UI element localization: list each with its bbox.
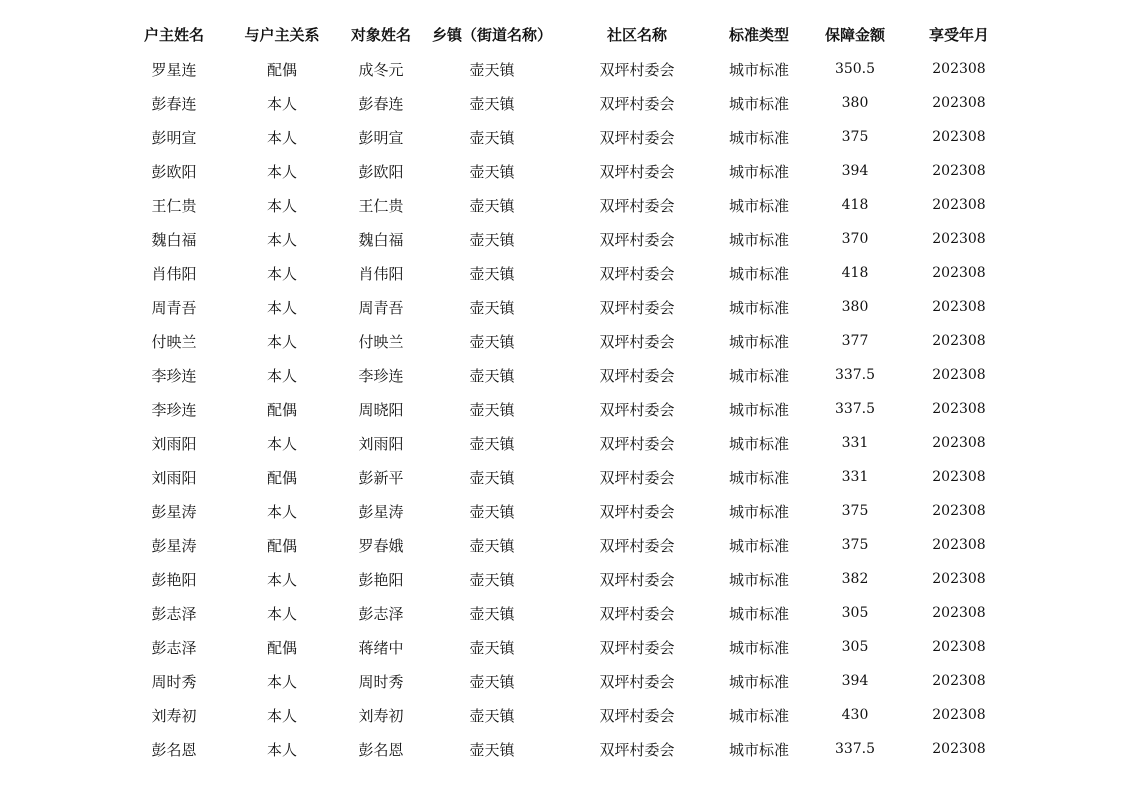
cell-relation-to-head: 配偶 — [266, 400, 297, 419]
cell-relation-to-head: 本人 — [266, 366, 297, 385]
cell-recipient-name: 周青吾 — [358, 298, 404, 317]
table-row — [120, 698, 1010, 732]
column-header-benefit-amount: 保障金额 — [824, 26, 885, 44]
cell-recipient-name: 彭春连 — [358, 94, 404, 113]
cell-township: 壶天镇 — [469, 94, 515, 113]
cell-benefit-month: 202308 — [932, 639, 986, 655]
cell-standard-type: 城市标准 — [728, 604, 789, 623]
cell-community-name: 双坪村委会 — [599, 264, 675, 283]
table-row — [120, 528, 1010, 562]
table-row — [120, 562, 1010, 596]
table-row — [120, 188, 1010, 222]
cell-standard-type: 城市标准 — [728, 332, 789, 351]
cell-benefit-amount: 370 — [841, 231, 869, 247]
cell-community-name: 双坪村委会 — [599, 400, 675, 419]
cell-benefit-month: 202308 — [932, 367, 986, 383]
cell-household-head-name: 刘雨阳 — [151, 434, 197, 453]
cell-recipient-name: 彭名恩 — [358, 740, 404, 759]
cell-community-name: 双坪村委会 — [599, 740, 675, 759]
column-header-relation-to-head: 与户主关系 — [244, 26, 320, 44]
cell-household-head-name: 罗星连 — [151, 60, 197, 79]
cell-relation-to-head: 本人 — [266, 434, 297, 453]
cell-standard-type: 城市标准 — [728, 366, 789, 385]
cell-benefit-amount: 305 — [841, 605, 869, 621]
cell-household-head-name: 彭志泽 — [151, 604, 197, 623]
cell-benefit-month: 202308 — [932, 95, 986, 111]
cell-standard-type: 城市标准 — [728, 502, 789, 521]
cell-recipient-name: 刘雨阳 — [358, 434, 404, 453]
cell-benefit-month: 202308 — [932, 299, 986, 315]
table-body — [120, 52, 1010, 766]
cell-benefit-amount: 350.5 — [834, 61, 876, 77]
table-row — [120, 222, 1010, 256]
cell-benefit-month: 202308 — [932, 401, 986, 417]
cell-benefit-month: 202308 — [932, 537, 986, 553]
cell-community-name: 双坪村委会 — [599, 468, 675, 487]
cell-recipient-name: 周时秀 — [358, 672, 404, 691]
cell-relation-to-head: 本人 — [266, 94, 297, 113]
cell-standard-type: 城市标准 — [728, 128, 789, 147]
cell-relation-to-head: 配偶 — [266, 536, 297, 555]
cell-township: 壶天镇 — [469, 128, 515, 147]
cell-community-name: 双坪村委会 — [599, 706, 675, 725]
cell-benefit-amount: 394 — [841, 163, 869, 179]
cell-standard-type: 城市标准 — [728, 60, 789, 79]
cell-benefit-month: 202308 — [932, 707, 986, 723]
table-row — [120, 256, 1010, 290]
cell-township: 壶天镇 — [469, 264, 515, 283]
cell-recipient-name: 刘寿初 — [358, 706, 404, 725]
cell-household-head-name: 王仁贵 — [151, 196, 197, 215]
cell-township: 壶天镇 — [469, 332, 515, 351]
cell-benefit-amount: 375 — [841, 503, 869, 519]
cell-relation-to-head: 本人 — [266, 162, 297, 181]
cell-benefit-amount: 375 — [841, 129, 869, 145]
table-row — [120, 460, 1010, 494]
table-row — [120, 494, 1010, 528]
cell-township: 壶天镇 — [469, 468, 515, 487]
cell-township: 壶天镇 — [469, 672, 515, 691]
cell-community-name: 双坪村委会 — [599, 570, 675, 589]
cell-household-head-name: 李珍连 — [151, 366, 197, 385]
cell-recipient-name: 彭明宣 — [358, 128, 404, 147]
cell-recipient-name: 彭欧阳 — [358, 162, 404, 181]
cell-benefit-month: 202308 — [932, 673, 986, 689]
cell-standard-type: 城市标准 — [728, 468, 789, 487]
cell-township: 壶天镇 — [469, 740, 515, 759]
cell-benefit-month: 202308 — [932, 605, 986, 621]
cell-township: 壶天镇 — [469, 60, 515, 79]
cell-benefit-month: 202308 — [932, 265, 986, 281]
table-row — [120, 392, 1010, 426]
cell-standard-type: 城市标准 — [728, 536, 789, 555]
cell-benefit-amount: 394 — [841, 673, 869, 689]
cell-recipient-name: 付映兰 — [358, 332, 404, 351]
cell-community-name: 双坪村委会 — [599, 536, 675, 555]
cell-community-name: 双坪村委会 — [599, 162, 675, 181]
cell-community-name: 双坪村委会 — [599, 604, 675, 623]
cell-recipient-name: 彭新平 — [358, 468, 404, 487]
cell-benefit-amount: 377 — [841, 333, 869, 349]
cell-standard-type: 城市标准 — [728, 94, 789, 113]
cell-recipient-name: 魏白福 — [358, 230, 404, 249]
table-row — [120, 324, 1010, 358]
cell-benefit-amount: 380 — [841, 299, 869, 315]
cell-township: 壶天镇 — [469, 298, 515, 317]
cell-township: 壶天镇 — [469, 434, 515, 453]
cell-relation-to-head: 本人 — [266, 196, 297, 215]
cell-community-name: 双坪村委会 — [599, 128, 675, 147]
cell-relation-to-head: 本人 — [266, 570, 297, 589]
cell-household-head-name: 李珍连 — [151, 400, 197, 419]
cell-relation-to-head: 本人 — [266, 740, 297, 759]
cell-standard-type: 城市标准 — [728, 740, 789, 759]
cell-community-name: 双坪村委会 — [599, 366, 675, 385]
cell-benefit-amount: 331 — [841, 435, 869, 451]
cell-benefit-month: 202308 — [932, 469, 986, 485]
cell-standard-type: 城市标准 — [728, 570, 789, 589]
cell-benefit-amount: 331 — [841, 469, 869, 485]
cell-community-name: 双坪村委会 — [599, 298, 675, 317]
column-header-township: 乡镇（街道名称） — [431, 26, 552, 44]
cell-standard-type: 城市标准 — [728, 264, 789, 283]
cell-benefit-month: 202308 — [932, 231, 986, 247]
cell-relation-to-head: 本人 — [266, 706, 297, 725]
cell-household-head-name: 刘寿初 — [151, 706, 197, 725]
cell-community-name: 双坪村委会 — [599, 94, 675, 113]
cell-recipient-name: 蒋绪中 — [358, 638, 404, 657]
table-row — [120, 732, 1010, 766]
table-row — [120, 426, 1010, 460]
cell-recipient-name: 肖伟阳 — [358, 264, 404, 283]
cell-community-name: 双坪村委会 — [599, 230, 675, 249]
cell-township: 壶天镇 — [469, 196, 515, 215]
column-header-benefit-month: 享受年月 — [928, 26, 989, 44]
cell-township: 壶天镇 — [469, 536, 515, 555]
table-row — [120, 290, 1010, 324]
cell-household-head-name: 刘雨阳 — [151, 468, 197, 487]
cell-household-head-name: 彭名恩 — [151, 740, 197, 759]
cell-relation-to-head: 本人 — [266, 672, 297, 691]
cell-relation-to-head: 本人 — [266, 502, 297, 521]
cell-relation-to-head: 本人 — [266, 128, 297, 147]
assistance-table — [120, 17, 1010, 766]
table-row — [120, 86, 1010, 120]
table-row — [120, 630, 1010, 664]
cell-benefit-amount: 430 — [841, 707, 869, 723]
table-row — [120, 664, 1010, 698]
table-row — [120, 596, 1010, 630]
cell-relation-to-head: 本人 — [266, 230, 297, 249]
cell-household-head-name: 彭艳阳 — [151, 570, 197, 589]
cell-township: 壶天镇 — [469, 366, 515, 385]
cell-relation-to-head: 本人 — [266, 604, 297, 623]
cell-household-head-name: 付映兰 — [151, 332, 197, 351]
cell-standard-type: 城市标准 — [728, 434, 789, 453]
cell-standard-type: 城市标准 — [728, 162, 789, 181]
column-header-community-name: 社区名称 — [606, 26, 667, 44]
cell-household-head-name: 彭星涛 — [151, 502, 197, 521]
cell-community-name: 双坪村委会 — [599, 196, 675, 215]
cell-household-head-name: 肖伟阳 — [151, 264, 197, 283]
cell-standard-type: 城市标准 — [728, 400, 789, 419]
cell-benefit-month: 202308 — [932, 503, 986, 519]
table-header — [120, 17, 1010, 52]
cell-recipient-name: 彭星涛 — [358, 502, 404, 521]
cell-benefit-amount: 305 — [841, 639, 869, 655]
cell-standard-type: 城市标准 — [728, 672, 789, 691]
cell-township: 壶天镇 — [469, 638, 515, 657]
cell-relation-to-head: 本人 — [266, 298, 297, 317]
cell-recipient-name: 罗春娥 — [358, 536, 404, 555]
cell-standard-type: 城市标准 — [728, 196, 789, 215]
cell-benefit-month: 202308 — [932, 61, 986, 77]
cell-benefit-month: 202308 — [932, 741, 986, 757]
cell-benefit-amount: 418 — [841, 197, 869, 213]
cell-township: 壶天镇 — [469, 706, 515, 725]
cell-standard-type: 城市标准 — [728, 638, 789, 657]
cell-household-head-name: 周青吾 — [151, 298, 197, 317]
cell-benefit-amount: 337.5 — [834, 741, 876, 757]
cell-benefit-amount: 337.5 — [834, 401, 876, 417]
cell-community-name: 双坪村委会 — [599, 332, 675, 351]
header-row — [120, 17, 1010, 52]
cell-relation-to-head: 本人 — [266, 332, 297, 351]
cell-community-name: 双坪村委会 — [599, 502, 675, 521]
cell-recipient-name: 彭志泽 — [358, 604, 404, 623]
cell-recipient-name: 成冬元 — [358, 60, 404, 79]
cell-relation-to-head: 配偶 — [266, 468, 297, 487]
cell-community-name: 双坪村委会 — [599, 672, 675, 691]
column-header-standard-type: 标准类型 — [728, 26, 789, 44]
cell-township: 壶天镇 — [469, 162, 515, 181]
cell-benefit-month: 202308 — [932, 571, 986, 587]
cell-township: 壶天镇 — [469, 570, 515, 589]
table-row — [120, 52, 1010, 86]
cell-relation-to-head: 配偶 — [266, 638, 297, 657]
cell-household-head-name: 周时秀 — [151, 672, 197, 691]
cell-benefit-month: 202308 — [932, 435, 986, 451]
cell-benefit-month: 202308 — [932, 197, 986, 213]
cell-relation-to-head: 本人 — [266, 264, 297, 283]
cell-relation-to-head: 配偶 — [266, 60, 297, 79]
cell-recipient-name: 彭艳阳 — [358, 570, 404, 589]
cell-recipient-name: 李珍连 — [358, 366, 404, 385]
cell-benefit-amount: 382 — [841, 571, 869, 587]
column-header-household-head-name: 户主姓名 — [143, 26, 204, 44]
cell-household-head-name: 彭志泽 — [151, 638, 197, 657]
table-row — [120, 358, 1010, 392]
table-row — [120, 154, 1010, 188]
cell-township: 壶天镇 — [469, 604, 515, 623]
column-header-recipient-name: 对象姓名 — [350, 26, 411, 44]
cell-benefit-amount: 337.5 — [834, 367, 876, 383]
cell-township: 壶天镇 — [469, 400, 515, 419]
cell-benefit-month: 202308 — [932, 163, 986, 179]
cell-standard-type: 城市标准 — [728, 298, 789, 317]
table-row — [120, 120, 1010, 154]
cell-recipient-name: 王仁贵 — [358, 196, 404, 215]
cell-household-head-name: 彭明宣 — [151, 128, 197, 147]
cell-standard-type: 城市标准 — [728, 230, 789, 249]
cell-community-name: 双坪村委会 — [599, 638, 675, 657]
cell-benefit-month: 202308 — [932, 333, 986, 349]
cell-township: 壶天镇 — [469, 502, 515, 521]
cell-benefit-month: 202308 — [932, 129, 986, 145]
cell-benefit-amount: 418 — [841, 265, 869, 281]
cell-community-name: 双坪村委会 — [599, 434, 675, 453]
cell-township: 壶天镇 — [469, 230, 515, 249]
cell-household-head-name: 彭星涛 — [151, 536, 197, 555]
cell-benefit-amount: 380 — [841, 95, 869, 111]
cell-community-name: 双坪村委会 — [599, 60, 675, 79]
cell-household-head-name: 魏白福 — [151, 230, 197, 249]
cell-benefit-amount: 375 — [841, 537, 869, 553]
cell-household-head-name: 彭春连 — [151, 94, 197, 113]
cell-recipient-name: 周晓阳 — [358, 400, 404, 419]
cell-standard-type: 城市标准 — [728, 706, 789, 725]
cell-household-head-name: 彭欧阳 — [151, 162, 197, 181]
